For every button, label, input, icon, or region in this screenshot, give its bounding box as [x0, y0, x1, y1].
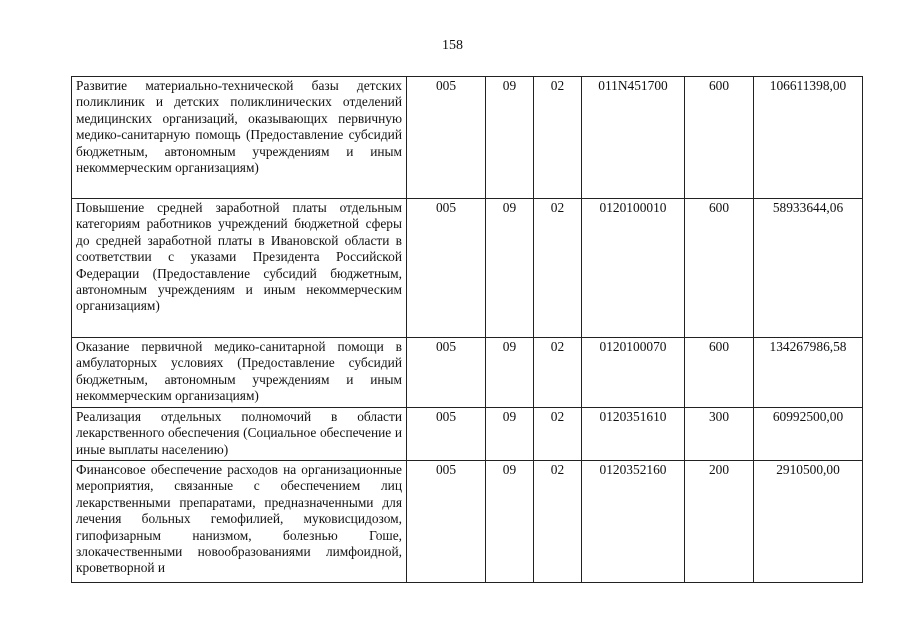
amount: 134267986,58: [754, 338, 863, 408]
ministry-code: 005: [407, 199, 486, 338]
amount: 60992500,00: [754, 408, 863, 461]
target-article-code: 0120100010: [582, 199, 685, 338]
expense-type-code: 300: [685, 408, 754, 461]
ministry-code: 005: [407, 77, 486, 199]
row-description: Повышение средней заработной платы отдельным категориям работников учреждений бюджетной сферы до средней заработной платы в Ивановской области в соответствии с указами Президента Российской Федерации (Предоставление субсидий бюджетным, автономным учреждениям и иным некоммерческим организациям): [72, 199, 407, 338]
table-row: [72, 77, 863, 199]
page-number: 158: [442, 38, 463, 53]
table-row: [72, 338, 863, 408]
section-code: 09: [486, 199, 534, 338]
row-description: Реализация отдельных полномочий в области лекарственного обеспечения (Социальное обеспечение и иные выплаты населению): [72, 408, 407, 461]
target-article-code: 011N451700: [582, 77, 685, 199]
expense-type-code: 600: [685, 77, 754, 199]
target-article-code: 0120351610: [582, 408, 685, 461]
subsection-code: 02: [534, 77, 582, 199]
expense-type-code: 600: [685, 199, 754, 338]
amount: 2910500,00: [754, 461, 863, 583]
section-code: 09: [486, 77, 534, 199]
table-row: [72, 461, 863, 583]
section-code: 09: [486, 338, 534, 408]
row-description: Финансовое обеспечение расходов на организационные мероприятия, связанные с обеспечением лиц лекарственными препаратами, предназначенными для лечения больных гемофилией, муковисцидозом, гипофизарным нанизмом, болезнью Гоше, злокачественными новообразованиями лимфоидной, кроветворной и: [72, 461, 407, 583]
ministry-code: 005: [407, 338, 486, 408]
section-code: 09: [486, 408, 534, 461]
budget-table: [71, 76, 863, 583]
amount: 106611398,00: [754, 77, 863, 199]
expense-type-code: 600: [685, 338, 754, 408]
row-description: Развитие материально-технической базы детских поликлиник и детских поликлинических отделений медицинских организаций, оказывающих первичную медико-санитарную помощь (Предоставление субсидий бюджетным, автономным учреждениям и иным некоммерческим организациям): [72, 77, 407, 199]
subsection-code: 02: [534, 199, 582, 338]
ministry-code: 005: [407, 461, 486, 583]
table-row: [72, 199, 863, 338]
amount: 58933644,06: [754, 199, 863, 338]
subsection-code: 02: [534, 338, 582, 408]
target-article-code: 0120100070: [582, 338, 685, 408]
table-row: [72, 408, 863, 461]
section-code: 09: [486, 461, 534, 583]
target-article-code: 0120352160: [582, 461, 685, 583]
ministry-code: 005: [407, 408, 486, 461]
subsection-code: 02: [534, 408, 582, 461]
row-description: Оказание первичной медико-санитарной помощи в амбулаторных условиях (Предоставление субсидий бюджетным, автономным учреждениям и иным некоммерческим организациям): [72, 338, 407, 408]
subsection-code: 02: [534, 461, 582, 583]
expense-type-code: 200: [685, 461, 754, 583]
